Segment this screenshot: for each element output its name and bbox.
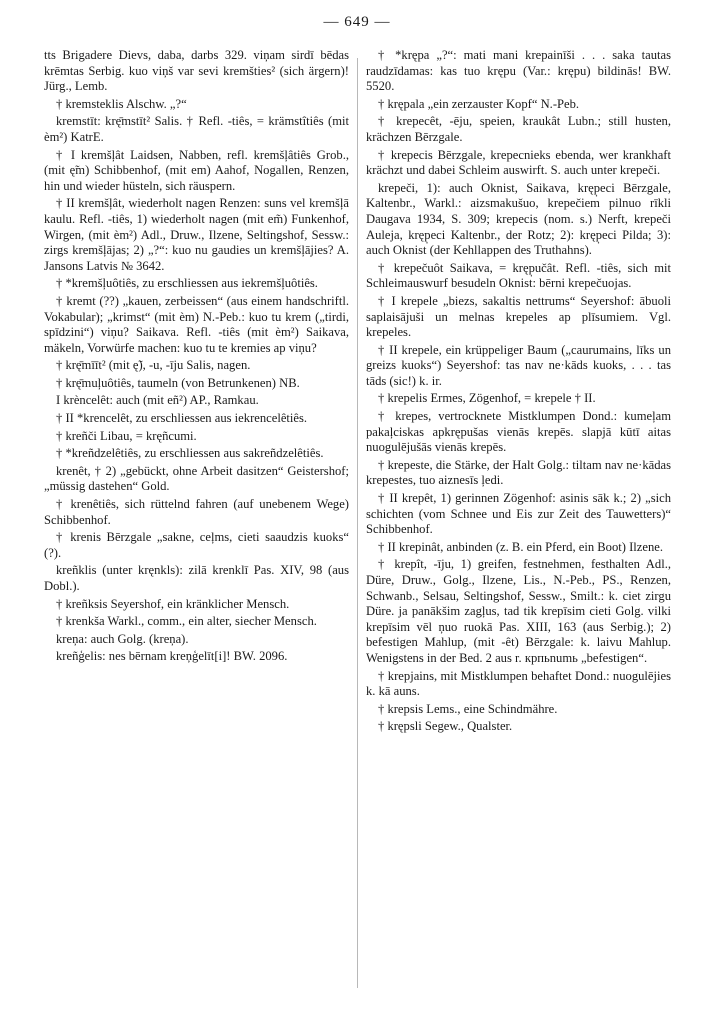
column-divider bbox=[357, 58, 358, 988]
dictionary-entry: I krèncelêt: auch (mit eñ²) AP., Ramkau. bbox=[56, 393, 259, 408]
dictionary-entry: † krepjains, mit Mistklumpen behaftet Dond.: nuogulējies k. kā auns. bbox=[366, 668, 671, 699]
dictionary-entry: † krenkša Warkl., comm., ein alter, siecher Mensch. bbox=[56, 614, 317, 629]
dictionary-entry: kremstīt: krę̄mstīt² Salis. † Refl. -tiês, = krämstîtiês (mit èm²) KatrE. bbox=[44, 114, 349, 144]
dictionary-entry: † krepeste, die Stärke, der Halt Golg.: tiltam nav ne·kādas krepestes, tuo aiznesīs ļedi. bbox=[366, 457, 671, 488]
left-column bbox=[44, 48, 349, 998]
dictionary-entry: † krepelis Ermes, Zögenhof, = krepele † II. bbox=[378, 391, 596, 406]
dictionary-entry: kreñklis (unter kręnkls): zilā krenklī Pas. XIV, 98 (aus Dobl.). bbox=[44, 563, 349, 593]
dictionary-entry: † kremt (??) „kauen, zerbeissen“ (aus einem handschriftl. Vokabular); „krimst“ (mit èm) N.-Peb.: kuo tu krem („tirdi, spīdzini“) viņu? Saikava. Refl. -tiês (mit èm²) Saikava, mäkeln, Vorwürfe machen: kuo tu te kremies ap viņu? bbox=[44, 293, 349, 355]
dictionary-entry: † I krepele „biezs, sakaltis nettrums“ Seyershof: ābuoli saplaisājuši un melnas krepeles ap plīsumiem. Vgl. krepeles. bbox=[366, 293, 671, 340]
dictionary-entry: † krepît, -īju, 1) greifen, festnehmen, festhalten Adl., Düre, Druw., Golg., Ilzene, Lis., N.-Peb., PS., Renzen, Schwanb., Selsau, Seltingshof, Sessw., Smilt.: k. ciet zirgu Düre. ja panākšim zagļus, tad tik krepīsim cieti Golg. vilki krepīsim vēl ņuo ruokā Pas. XIII, 163 (aus Serbig.); 2) befestigen Mahlup, (mit -êt) Bērzgale: k. laivu Mahlup. Wenigstens in der Bed. 2 aus r. крпьnumь „befestigen“. bbox=[366, 557, 671, 665]
dictionary-entry: † krepecis Bērzgale, krepecnieks ebenda, wer krankhaft krächzt und dabei Schleim auswirft. S. auch unter krepeči. bbox=[366, 147, 671, 178]
dictionary-entry: † I kremšļât Laidsen, Nabben, refl. kremšļâtiês Grob., (mit ę̃m) Schibbenhof, (mit em) Aahof, Nogallen, Renzen, hin und wieder hüsteln, sich räuspern. bbox=[44, 147, 349, 193]
dictionary-entry: † krepečuôt Saikava, = kręp̣učât. Refl. -tiês, sich mit Schleimauswurf besudeln Oknist: bērni krepečuojas. bbox=[366, 260, 671, 291]
dictionary-entry: † *krępa „?“: mati mani krepainīši . . . saka tautas raudzīdamas: kas tuo krępu (Var.: krępu) bildinās! BW. 5520. bbox=[366, 48, 671, 94]
dictionary-entry: † krę̄mīīt² (mit ę̃), -u, -īju Salis, nagen. bbox=[56, 358, 251, 373]
right-column bbox=[366, 48, 671, 998]
dictionary-entry: † krepes, vertrocknete Mistklumpen Dond.: kumeļam pakaļciskas apkrępušas vienās krepēs. slapjā kūtī aitas nuogulējušās vienās krepēs. bbox=[366, 409, 671, 455]
dictionary-entry: † kreñksis Seyershof, ein kränklicher Mensch. bbox=[56, 596, 290, 611]
dictionary-entry: † kremsteklis Alschw. „?“ bbox=[56, 96, 187, 111]
dictionary-entry: krepeči, 1): auch Oknist, Saikava, kręp̣eci Bērzgale, Kaltenbr., Warkl.: aizsmakušuo, krepečiem pilnuo rīkli Daugava 1934, S. 309; krepecis (nom. s.) Nerft, krepeči Auleja, kręp̣eci Kaltenbr., der Rotz; 2): kręp̣eci Pilda; 3): auch Oknist (der Kehllappen des Truthahns). bbox=[366, 180, 671, 258]
dictionary-entry: tts Brigadere Dievs, daba, darbs 329. viņam sirdī bēdas krēmtas Serbig. kuo viņš var sevi kremšties² (sich ärgern)! Jürg., Lemb. bbox=[44, 48, 349, 94]
dictionary-entry: krenêt, † 2) „gebückt, ohne Arbeit dasitzen“ Geistershof; „müssig dastehen“ Gold. bbox=[44, 463, 349, 494]
page-number: — 649 — bbox=[323, 14, 391, 30]
dictionary-entry: † krepecêt, -ēju, speien, kraukât Lubn.; still husten, krächzen Bērzgale. bbox=[366, 114, 671, 144]
dictionary-entry: † krepsis Lems., eine Schindmähre. bbox=[378, 701, 558, 716]
dictionary-entry: † kreñči Libau, = kręñcumi. bbox=[56, 428, 197, 443]
dictionary-entry: † krenêtiês, sich rüttelnd fahren (auf unebenem Wege) Schibbenhof. bbox=[44, 497, 349, 527]
dictionary-entry: † *kreñdzelêtiês, zu erschliessen aus sakreñdzelêtiês. bbox=[56, 446, 324, 461]
dictionary-entry: † krępala „ein zerzauster Kopf“ N.-Peb. bbox=[378, 96, 580, 111]
dictionary-entry: † krenis Bērzgale „sakne, ceļms, cieti saaudzis kuoks“ (?). bbox=[44, 530, 349, 560]
dictionary-entry: † krę̄muļuôtiês, taumeln (von Betrunkenen) NB. bbox=[56, 375, 300, 390]
dictionary-entry: † II kremšļât, wiederholt nagen Renzen: suns vel kremšļā kaulu. Refl. -tiês, 1) wiederholt nagen (mit em̃) Funkenhof, Wirgen, (mit èm²) Adl., Druw., Ilzene, Seltingshof, Sessw.: zirgs kremšļājas; 2) „?“: kuo nu gaudies un kremšļājies? A. Jansons Latvis № 3642. bbox=[44, 196, 349, 273]
dictionary-entry: † II krepêt, 1) gerinnen Zögenhof: asinis sāk k.; 2) „sich schichten (vom Schnee und Eis zur Zeit des Tauwetters)“ Schibbenhof. bbox=[366, 491, 671, 537]
dictionary-entry: † II *krencelêt, zu erschliessen aus iekrencelêtiês. bbox=[56, 411, 308, 426]
dictionary-entry: kreñģelis: nes bērnam kreņģelīt[i]! BW. 2096. bbox=[56, 649, 288, 664]
dictionary-entry: † krępsli Segew., Qualster. bbox=[378, 719, 513, 734]
dictionary-entry: † II krepele, ein krüppeliger Baum („caurumains, līks un greizs kuoks“) Seyershof: tas nav ne·kāds kuoks, . . . tas tāds (sic!) k. ir. bbox=[366, 342, 671, 388]
dictionary-entry: † *kremšļuôtiês, zu erschliessen aus iekremšļuôtiês. bbox=[56, 276, 318, 291]
dictionary-entry: † II krepinât, anbinden (z. B. ein Pferd, ein Boot) Ilzene. bbox=[378, 539, 664, 554]
dictionary-entry: kreņa: auch Golg. (kreņa). bbox=[56, 631, 189, 646]
